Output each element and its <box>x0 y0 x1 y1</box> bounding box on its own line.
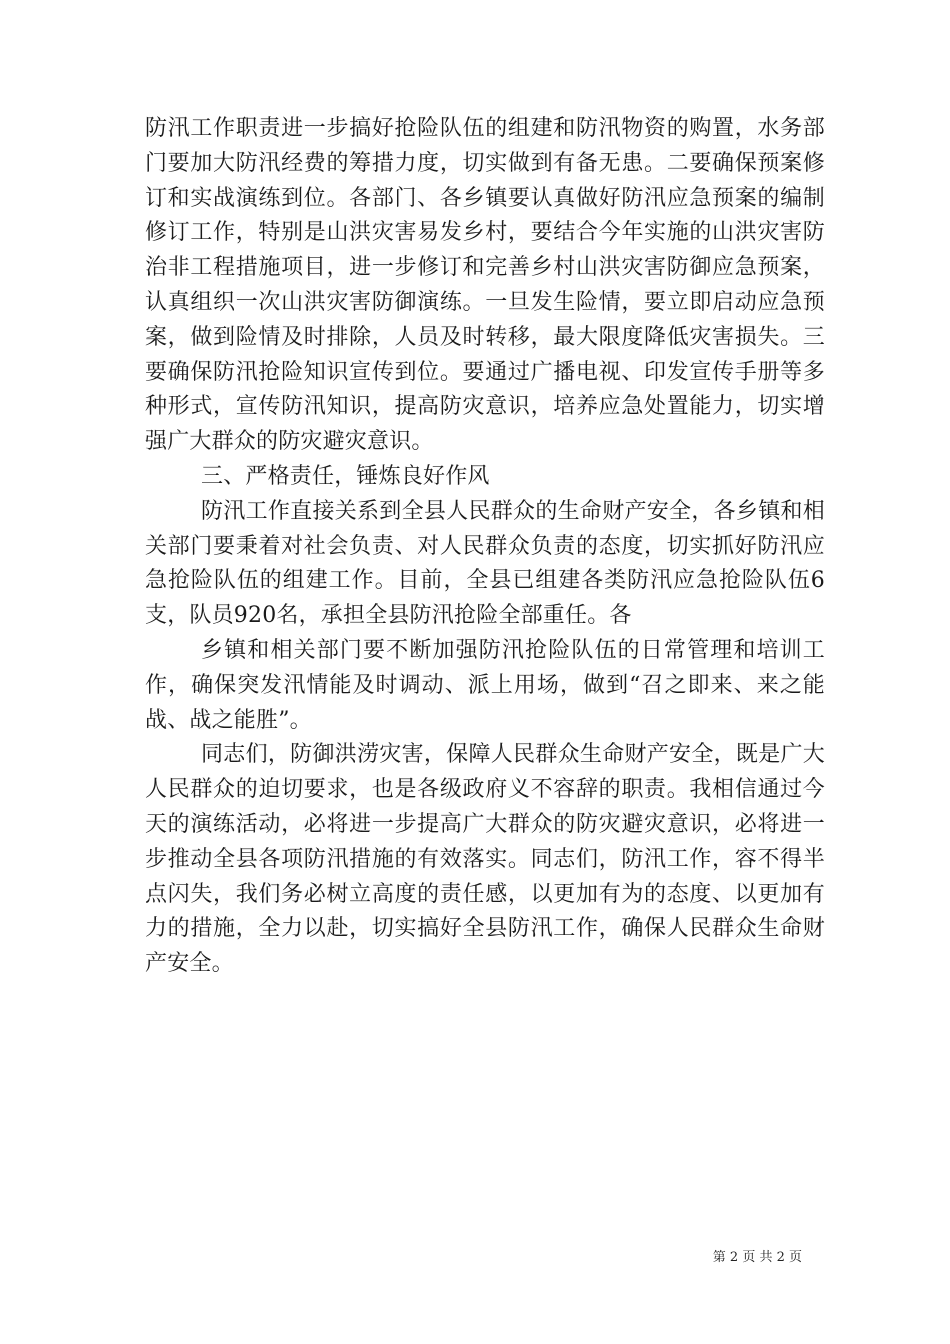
paragraph-duty-continuation: 防汛工作职责进一步搞好抢险队伍的组建和防汛物资的购置，水务部门要加大防汛经费的筹措力度，切实做到有备无患。二要确保预案修订和实战演练到位。各部门、各乡镇要认真做好防汛应急预案的编制修订工作，特别是山洪灾害易发乡村，要结合今年实施的山洪灾害防治非工程措施项目，进一步修订和完善乡村山洪灾害防御应急预案，认真组织一次山洪灾害防御演练。一旦发生险情，要立即启动应急预案，做到险情及时排除，人员及时转移，最大限度降低灾害损失。三要确保防汛抢险知识宣传到位。要通过广播电视、印发宣传手册等多种形式，宣传防汛知识，提高防灾意识，培养应急处置能力，切实增强广大群众的防灾避灾意识。 <box>145 116 825 455</box>
paragraph-closing: 同志们，防御洪涝灾害，保障人民群众生命财产安全，既是广大人民群众的迫切要求，也是各级政府义不容辞的职责。我相信通过今天的演练活动，必将进一步提高广大群众的防灾避灾意识，必将进一步推动全县各项防汛措施的有效落实。同志们，防汛工作，容不得半点闪失，我们务必树立高度的责任感，以更加有为的态度、以更加有力的措施，全力以赴，切实搞好全县防汛工作，确保人民群众生命财产安全。 <box>145 742 825 977</box>
paragraph-team-management: 乡镇和相关部门要不断加强防汛抢险队伍的日常管理和培训工作，确保突发汛情能及时调动、派上用场，做到“召之即来、来之能战、战之能胜”。 <box>145 637 825 733</box>
section-heading: 三、严格责任，锤炼良好作风 <box>201 463 490 489</box>
page-number-footer: 第 2 页 共 2 页 <box>712 1250 802 1265</box>
paragraph-responsibility: 防汛工作直接关系到全县人民群众的生命财产安全，各乡镇和相关部门要秉着对社会负责、对人民群众负责的态度，切实抓好防汛应急抢险队伍的组建工作。目前，全县已组建各类防汛应急抢险队伍6支，队员920名，承担全县防汛抢险全部重任。各 <box>145 498 825 629</box>
document-body <box>145 112 825 982</box>
